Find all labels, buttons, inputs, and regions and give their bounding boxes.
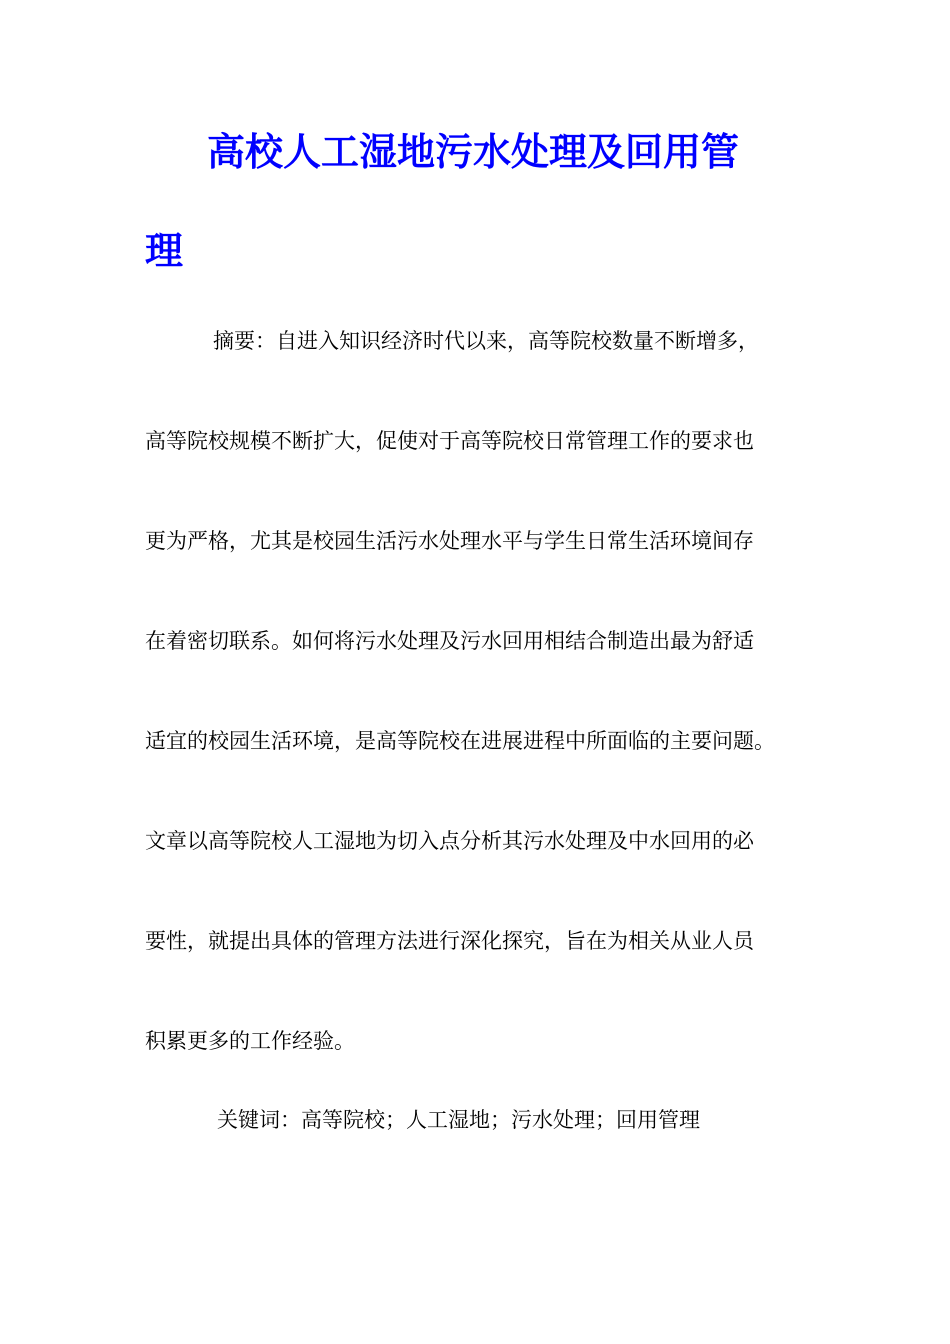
abstract-line-7: 要性，就提出具体的管理方法进行深化探究，旨在为相关从业人员: [145, 929, 754, 953]
abstract-line-6: 文章以高等院校人工湿地为切入点分析其污水处理及中水回用的必: [145, 829, 754, 853]
abstract-line-5: 适宜的校园生活环境，是高等院校在进展进程中所面临的主要问题。: [145, 729, 775, 753]
document-title-line-1: 高校人工湿地污水处理及回用管: [207, 129, 740, 174]
abstract-line-8: 积累更多的工作经验。: [145, 1029, 355, 1053]
abstract-line-4: 在着密切联系。如何将污水处理及污水回用相结合制造出最为舒适: [145, 629, 754, 653]
abstract-line-2: 高等院校规模不断扩大，促使对于高等院校日常管理工作的要求也: [145, 429, 754, 453]
keywords-line: 关键词：高等院校；人工湿地；污水处理；回用管理: [217, 1108, 700, 1132]
document-title-line-2: 理: [145, 228, 184, 273]
abstract-line-1: 摘要：自进入知识经济时代以来，高等院校数量不断增多，: [213, 329, 759, 353]
abstract-line-3: 更为严格，尤其是校园生活污水处理水平与学生日常生活环境间存: [145, 529, 754, 553]
